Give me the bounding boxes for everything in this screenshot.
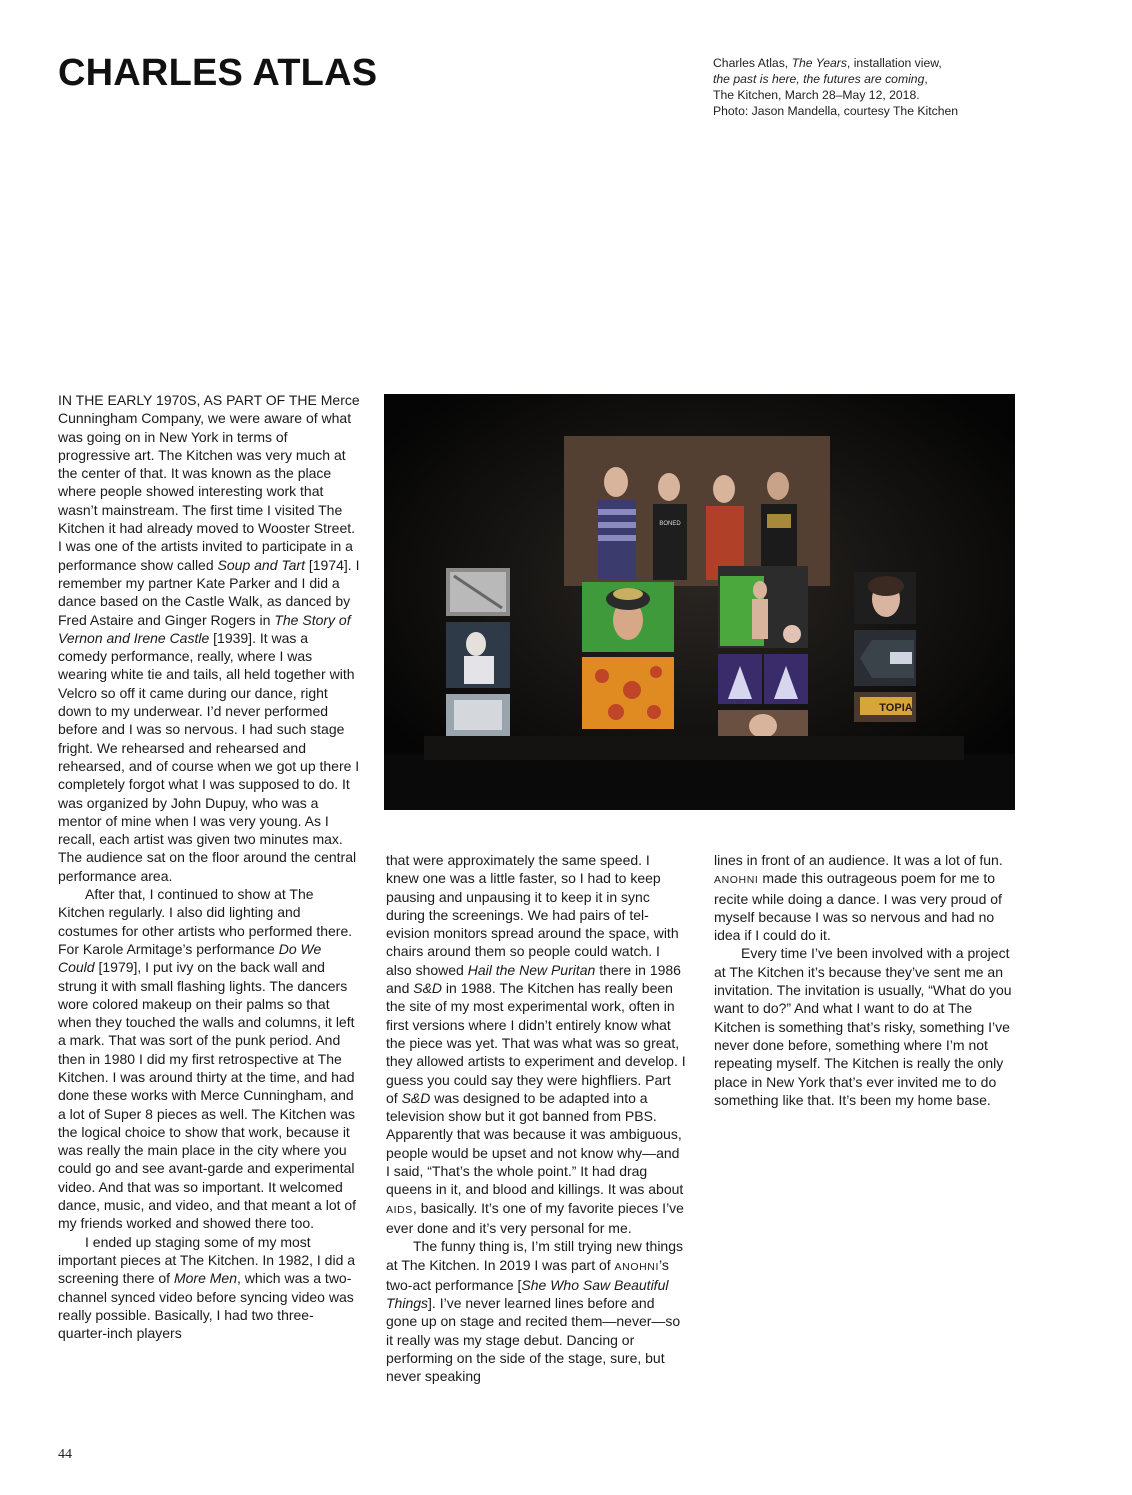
small-caps-text: ANOHNI [714, 874, 759, 887]
shirt-text: BONED [659, 521, 681, 527]
caption-line: The Kitchen, March 28–May 12, 2018. [713, 88, 920, 102]
body-paragraph [386, 1237, 686, 1385]
body-paragraph [58, 391, 360, 885]
work-title: Hail the New Puritan [467, 961, 596, 978]
body-column-2 [386, 851, 686, 1386]
body-text: was designed to be adapted into a television show but it got banned from PBS. Apparently that was because it was ambiguous, people would be upset and not know why—and I said, “That’s the whole point.” It had drag queens in it, and blood and killings. It was about [386, 1089, 684, 1198]
caption-line: Photo: Jason Mandella, courtesy The Kitchen [713, 104, 959, 118]
work-title: The Story of Vernon and Irene Castle [58, 611, 351, 646]
caption-text: Charles Atlas, [713, 56, 792, 70]
body-text: IN THE EARLY 1970S, AS PART OF THE Merce Cunningham Company, we were aware of what was going on in New York in terms of progressive art. The Kitchen was very much at the center of that. It was known as the place where people showed interesting work that wasn’t mainstream. The first time I visited The Kitchen it had already moved to Wooster Street. I was one of the artists invited to participate in a performance show called [58, 392, 360, 573]
small-caps-text: ANOHNI [614, 1260, 659, 1273]
body-text: ’s two-act performance [ [386, 1256, 669, 1293]
body-text: ]. I’ve never learned lines before and gone up on stage and recited them—never—so it really was my stage debut. Dancing or performing on the side of the stage, sure, but never speaking [386, 1295, 681, 1385]
body-text: [1979], I put ivy on the back wall and strung it with small flashing lights. The dancers wore colored makeup on their palms so that when they touched the walls and columns, it left a mark. That was sort of the punk period. And then in 1980 I did my first retrospective at The Kitchen. I was around thirty at the time, and had done these works with Merce Cunningham, and a lot of Super 8 pieces as well. The Kitchen was the logical choice to show that work, because it was really the main place in the city where you could go and see avant-garde and experimental video. And that was so important. It welcomed dance, music, and video, and that meant a lot of my friends worked and showed there too. [58, 959, 357, 1232]
body-text: in 1988. The Kitchen has really been the site of my most experimental work, often in first versions where I didn’t entirely know what the piece was yet. That was what was so great, they allowed artists to experiment and develop. I guess you could say they were highfliers. Part of [386, 980, 686, 1106]
monitor-stack-1 [446, 568, 510, 736]
body-text: After that, I continued to show at The Kitchen regularly. I also did lighting and costumes for other artists who performed there. For Karole Armitage’s performance [58, 886, 353, 957]
body-text: lines in front of an audience. It was a lot of fun. [714, 852, 1003, 868]
body-text: [1939]. It was a comedy performance, really, where I was wearing white tie and tails, all held together with Velcro so off it came during our dance, right down to my underwear. I’d never performed before and I was so nervous. I had such stage fright. We rehearsed and rehearsed and rehearsed, and of course when we got up there I completely forgot what I was supposed to do. It was organized by John Dupuy, who was a mentor of mine when I was very young. As I recall, each artist was given two minutes max. The audience sat on the floor around the central performance area. [58, 629, 360, 884]
caption-exhibition-title: the past is here, the futures are coming [713, 72, 925, 86]
small-caps-text: AIDS [386, 1203, 413, 1216]
installation-photo [384, 394, 1015, 810]
body-text: , which was a two-channel synced video before syncing video was really possible. Basically, I had two three-quarter-inch players [58, 1270, 354, 1342]
caption-text: , installation view, [846, 56, 942, 70]
work-title: She Who Saw Beautiful Things [386, 1276, 669, 1312]
page-number: 44 [58, 1447, 72, 1462]
body-text: I ended up staging some of my most important pieces at The Kitchen. In 1982, I did a screening there of [58, 1233, 356, 1287]
body-paragraph [58, 885, 360, 1233]
body-text: The funny thing is, I’m still trying new things at The Kitchen. In 2019 I was part of [386, 1238, 684, 1273]
caption-text: , [924, 72, 928, 86]
body-text: [1974]. I remember my partner Kate Parker and I did a dance based on the Castle Walk, as danced by Fred Astaire and Ginger Rogers in [58, 556, 360, 628]
body-paragraph [58, 1233, 360, 1343]
caption-line [713, 71, 1013, 87]
screen-text: TOPIA [879, 702, 913, 714]
installation-photo-illustration [384, 394, 1015, 810]
caption-work-title: The Years [791, 56, 847, 70]
body-paragraph [714, 851, 1016, 944]
body-text: made this outrageous poem for me to recite while doing a dance. I was very proud of myself because I was so nervous and had no idea if I could do it. [714, 870, 1002, 944]
work-title: S&D [401, 1089, 431, 1106]
body-paragraph [386, 851, 686, 1237]
caption-line [713, 55, 1013, 71]
body-text: that were approximately the same speed. I knew one was a little faster, so I had to keep pausing and unpausing it to keep it in sync during the screenings. We had pairs of television monitors spread around the space, with chairs around them so people could watch. I also showed [386, 852, 679, 978]
work-title: Soup and Tart [217, 556, 305, 573]
monitor-stack-4 [854, 572, 916, 722]
work-title: More Men [173, 1270, 237, 1287]
article-title: CHARLES ATLAS [58, 52, 378, 94]
work-title: Do We Could [58, 940, 322, 976]
body-text: there in 1986 and [386, 961, 681, 997]
body-column-3 [714, 851, 1016, 1109]
body-column-1 [58, 391, 360, 1342]
photo-caption [713, 55, 1013, 119]
body-paragraph: Every time I’ve been involved with a project at The Kitchen it’s because they’ve sent me an invitation. The invitation is usually, “What do you want to do?” And what I want to do at The Kitchen is something that’s risky, something I’ve never done before, something where I’m not repeating myself. The Kitchen is really the only place in New York that’s ever invited me to do something like that. It’s been my home base. [714, 945, 1012, 1108]
body-text: , basically. It’s one of my favorite pieces I’ve ever done and it’s very personal for me. [386, 1199, 684, 1236]
work-title: S&D [413, 980, 443, 997]
